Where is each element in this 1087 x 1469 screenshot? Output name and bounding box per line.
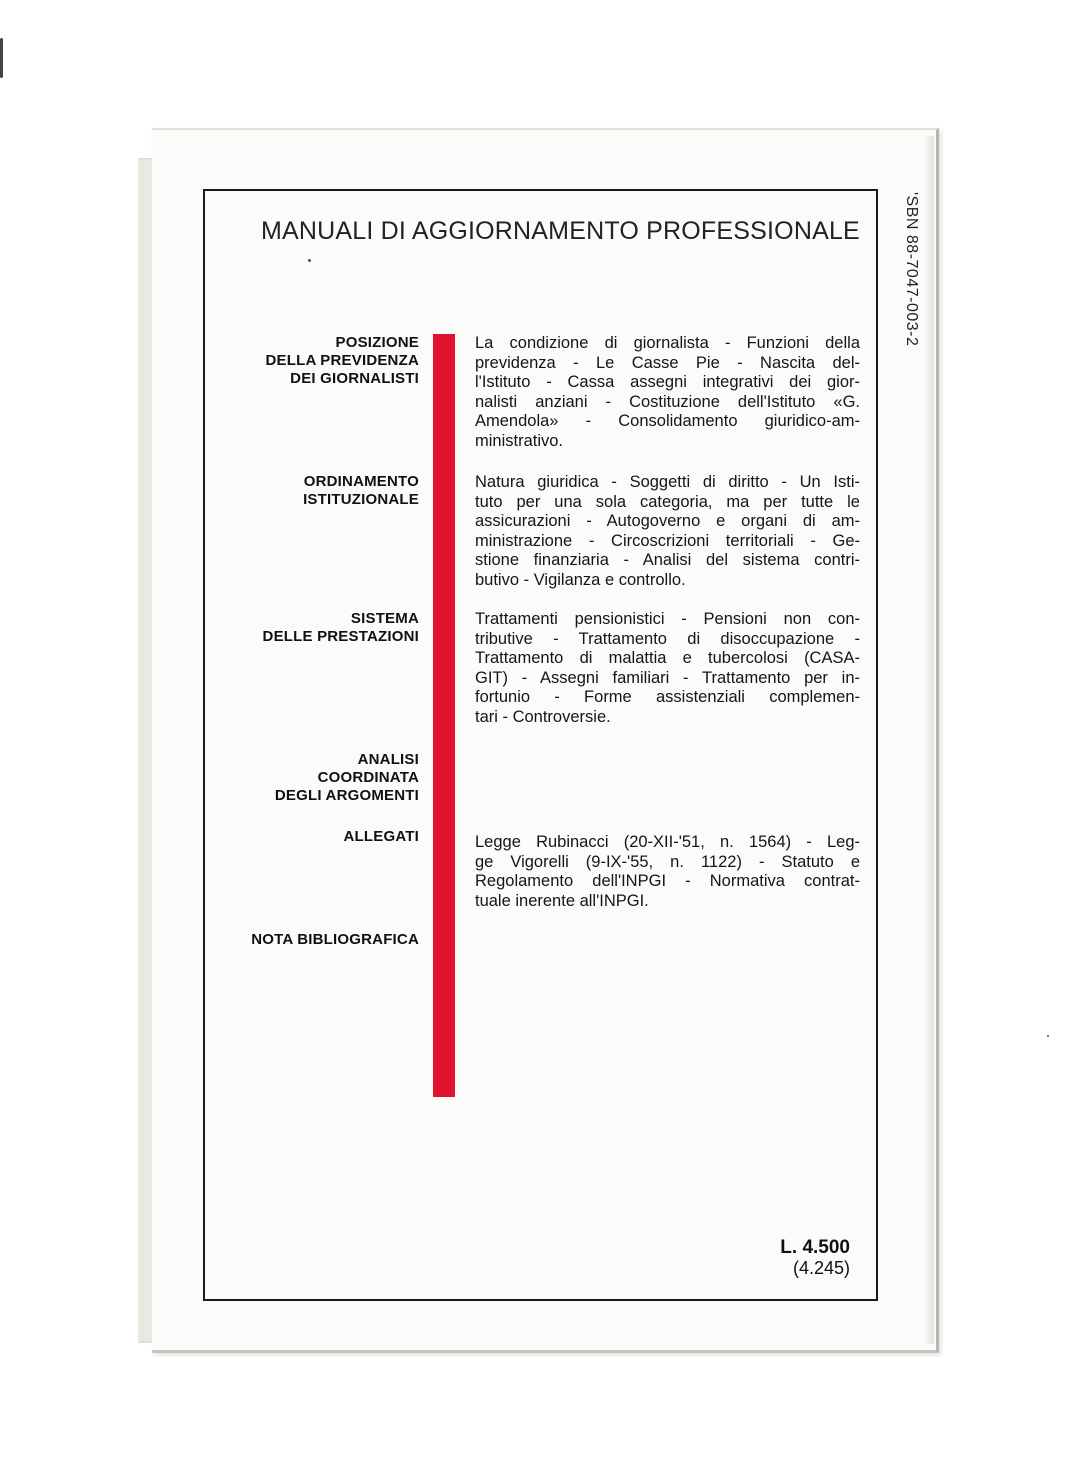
description-line: Amendola» - Consolidamento giuridico-am- [475,412,860,431]
description-line: Legge Rubinacci (20-XII-'51, n. 1564) - Leg- [475,833,860,851]
description-line: tari - Controversie. [475,707,611,726]
section-heading-posizione [205,334,419,388]
scan-edge-mark [0,38,3,78]
section-heading-sistema [205,610,419,646]
section-description-ordinamento [475,473,860,591]
section-heading-analisi [205,751,419,805]
description-line: butivo - Vigilanza e controllo. [475,570,686,589]
heading-line: DEI GIORNALISTI [290,370,419,387]
section-heading-allegati [205,828,419,846]
description-line: l'Istituto - Cassa assegni integrativi dei gior- [475,373,860,392]
series-title: MANUALI DI AGGIORNAMENTO PROFESSIONALE [261,217,860,245]
heading-line: DELLE PRESTAZIONI [262,628,419,645]
heading-line: ORDINAMENTO [303,473,419,490]
heading-line: ISTITUZIONALE [303,491,419,508]
paper-speck [1047,1035,1049,1037]
section-heading-ordinamento [205,473,419,509]
description-line: ministrativo. [475,431,564,450]
price-secondary: (4.245) [792,1258,850,1278]
price-main: L. 4.500 [780,1237,850,1258]
section-description-sistema [475,610,860,728]
paper-speck [308,259,311,262]
heading-line: COORDINATA [317,769,419,786]
section-description-posizione [475,334,860,452]
content-frame [203,189,878,1301]
description-line: La condizione di giornalista - Funzioni della [475,334,860,352]
description-line: assicurazioni - Autogoverno e organi di am- [475,512,860,531]
description-line: Trattamento di malattia e tubercolosi (CASA- [475,649,860,668]
description-line: nalisti anziani - Costituzione dell'Istituto «G. [475,392,860,411]
description-line: Trattamenti pensionistici - Pensioni non con- [475,610,860,628]
price-block [780,1237,850,1278]
red-accent-bar [433,334,455,1097]
description-line: Natura giuridica - Soggetti di diritto - Un Isti- [475,473,860,491]
description-line: tributive - Trattamento di disoccupazione - [475,629,860,648]
description-line: fortunio - Forme assistenziali complemen- [475,688,860,707]
section-description-allegati [475,833,860,911]
description-line: Regolamento dell'INPGI - Normativa contrat- [475,872,860,891]
spine-shadow [924,136,934,1344]
heading-line: DEGLI ARGOMENTI [274,787,419,804]
description-line: ge Vigorelli (9-IX-'55, n. 1122) - Statuto e [475,852,860,871]
section-heading-nota [205,931,419,949]
heading-line: POSIZIONE [335,334,419,351]
heading-line: NOTA BIBLIOGRAFICA [251,931,419,948]
isbn-code: 'SBN 88-7047-003-2 [903,192,920,347]
heading-line: SISTEMA [350,610,419,627]
description-line: GIT) - Assegni familiari - Trattamento per in- [475,668,860,687]
heading-line: ALLEGATI [343,828,419,845]
description-line: tuto per una sola categoria, ma per tutte le [475,492,860,511]
heading-line: ANALISI [357,751,419,768]
description-line: tuale inerente all'INPGI. [475,891,649,910]
description-line: previdenza - Le Casse Pie - Nascita del- [475,353,860,372]
heading-line: DELLA PREVIDENZA [265,352,419,369]
description-line: ministrazione - Circoscrizioni territoriali - Ge- [475,531,860,550]
description-line: stione finanziaria - Analisi del sistema contri- [475,551,860,570]
